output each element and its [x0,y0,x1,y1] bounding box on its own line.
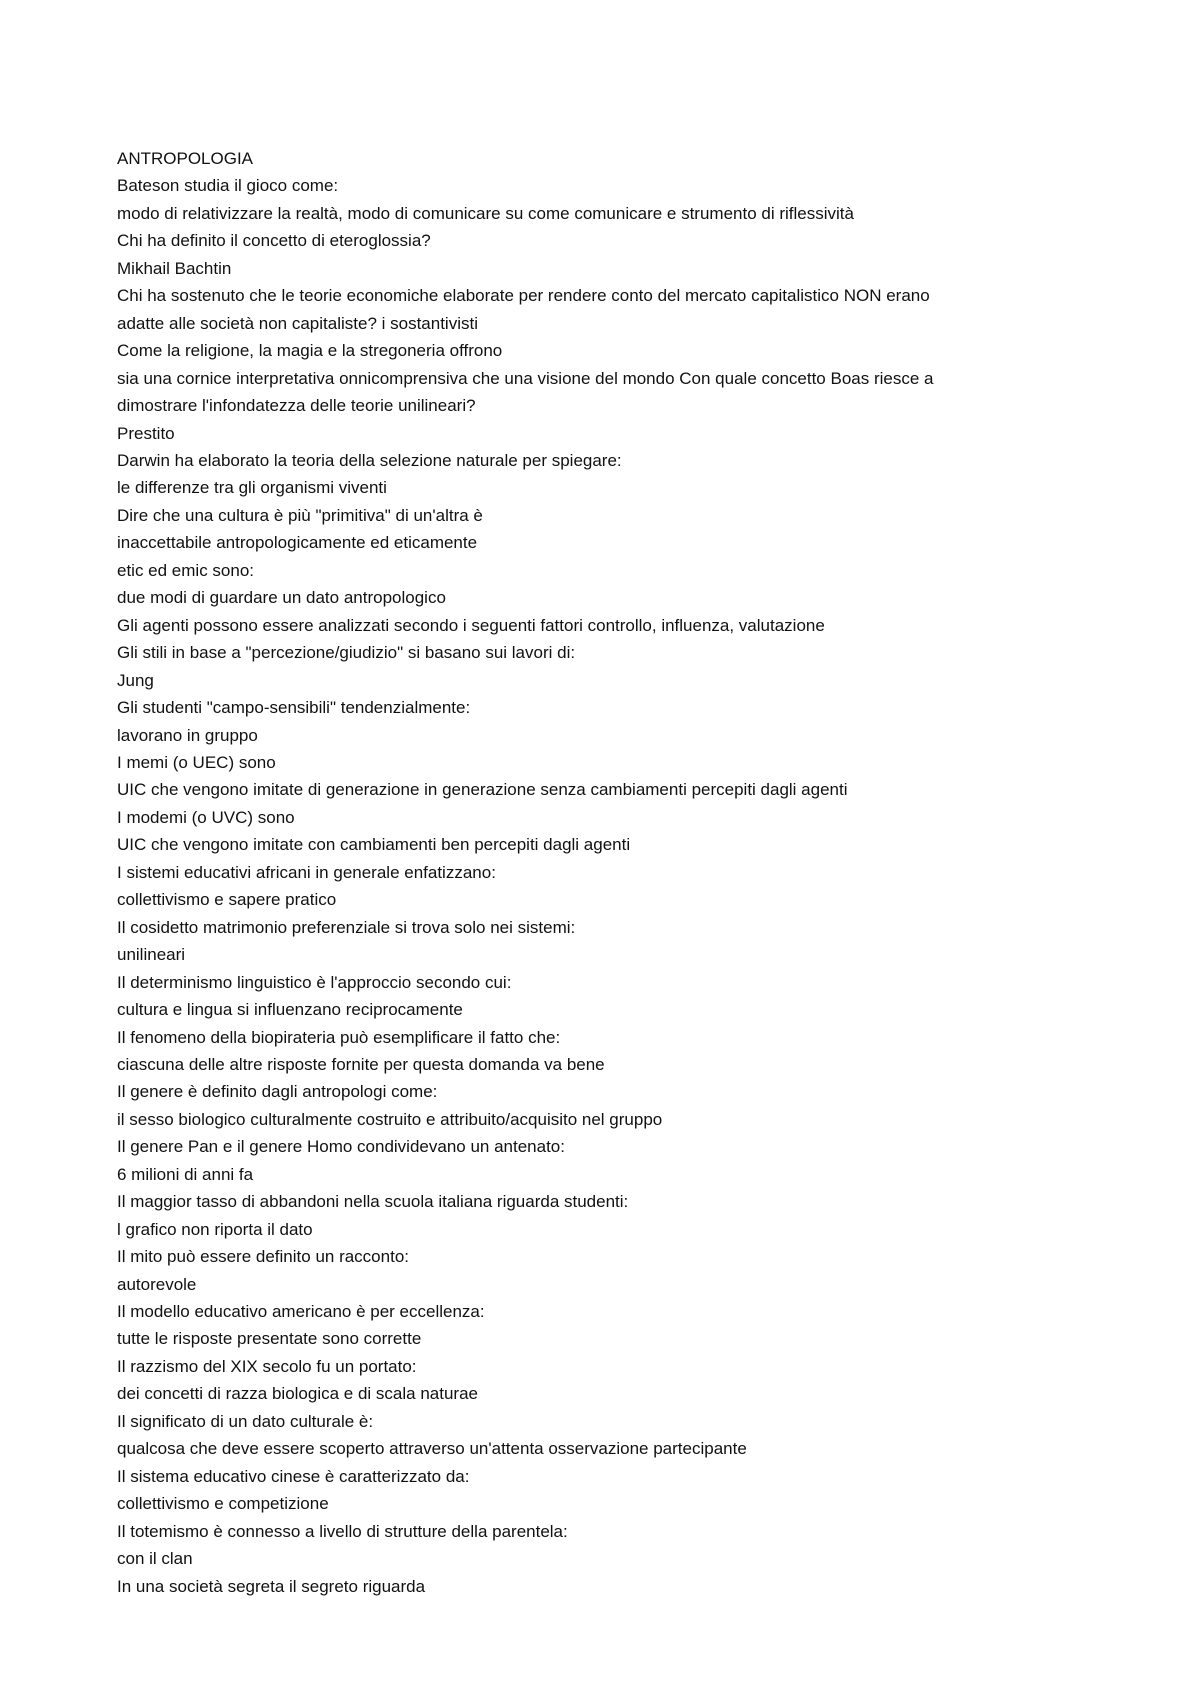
question-line: Il significato di un dato culturale è: [117,1411,374,1431]
answer-line: tutte le risposte presentate sono corrette [117,1329,422,1349]
question-line: I sistemi educativi africani in generale enfatizzano: [117,862,496,882]
answer-line: collettivismo e competizione [117,1494,329,1514]
answer-line: Prestito [117,423,175,443]
question-line: Dire che una cultura è più "primitiva" di un'altra è [117,505,483,525]
question-line: Il fenomeno della biopirateria può esemplificare il fatto che: [117,1027,561,1047]
document-title: ANTROPOLOGIA [117,149,254,168]
answer-line: due modi di guardare un dato antropologico [117,588,446,608]
answer-line: 6 milioni di anni fa [117,1164,254,1184]
question-line: Come la religione, la magia e la stregoneria offrono [117,341,503,361]
question-line: Gli stili in base a "percezione/giudizio" si basano sui lavori di: [117,643,576,663]
question-line: Chi ha sostenuto che le teorie economiche elaborate per rendere conto del mercato capitalistico NON erano [117,286,930,306]
question-line: Il determinismo linguistico è l'approccio secondo cui: [117,972,512,992]
question-line: Chi ha definito il concetto di eteroglossia? [117,231,431,251]
question-line: Il genere Pan e il genere Homo condividevano un antenato: [117,1137,565,1157]
answer-line: le differenze tra gli organismi viventi [117,478,387,498]
question-line: Il mito può essere definito un racconto: [117,1247,409,1267]
question-line: Il genere è definito dagli antropologi come: [117,1082,438,1102]
question-line: I modemi (o UVC) sono [117,807,295,827]
question-line: Darwin ha elaborato la teoria della selezione naturale per spiegare: [117,450,622,470]
question-line: Il sistema educativo cinese è caratterizzato da: [117,1466,470,1486]
answer-line: ciascuna delle altre risposte fornite per questa domanda va bene [117,1054,605,1074]
question-line: Il maggior tasso di abbandoni nella scuola italiana riguarda studenti: [117,1192,629,1212]
question-line: Il modello educativo americano è per eccellenza: [117,1302,485,1322]
question-line: Gli agenti possono essere analizzati secondo i seguenti fattori controllo, influenza, valutazione [117,615,825,635]
question-line: I memi (o UEC) sono [117,752,276,772]
answer-line: cultura e lingua si influenzano reciprocamente [117,1000,463,1020]
answer-line: unilineari [117,945,186,965]
answer-line: l grafico non riporta il dato [117,1219,313,1239]
answer-line: lavorano in gruppo [117,725,258,745]
question-line: Gli studenti "campo-sensibili" tendenzialmente: [117,698,471,718]
answer-line: collettivismo e sapere pratico [117,890,337,910]
answer-line: Jung [117,670,154,690]
answer-line: autorevole [117,1274,197,1294]
answer-line: modo di relativizzare la realtà, modo di comunicare su come comunicare e strumento di riflessività [117,203,854,223]
question-line: dimostrare l'infondatezza delle teorie unilineari? [117,396,476,416]
answer-line: con il clan [117,1549,193,1569]
answer-line: il sesso biologico culturalmente costruito e attribuito/acquisito nel gruppo [117,1109,663,1129]
question-line: Bateson studia il gioco come: [117,176,339,196]
document-page [117,145,1117,1600]
question-line: Il cosidetto matrimonio preferenziale si trova solo nei sistemi: [117,917,576,937]
answer-line: inaccettabile antropologicamente ed eticamente [117,533,478,553]
question-line: etic ed emic sono: [117,560,255,580]
answer-line: Mikhail Bachtin [117,258,232,278]
answer-line: qualcosa che deve essere scoperto attraverso un'attenta osservazione partecipante [117,1439,747,1459]
answer-line: sia una cornice interpretativa onnicomprensiva che una visione del mondo Con quale concetto Boas riesce a [117,368,934,388]
answer-line: UIC che vengono imitate con cambiamenti ben percepiti dagli agenti [117,835,631,855]
answer-line: UIC che vengono imitate di generazione in generazione senza cambiamenti percepiti dagli agenti [117,780,848,800]
question-line: adatte alle società non capitaliste? i sostantivisti [117,313,478,333]
answer-line: dei concetti di razza biologica e di scala naturae [117,1384,478,1404]
question-line: Il totemismo è connesso a livello di strutture della parentela: [117,1521,568,1541]
question-line: In una società segreta il segreto riguarda [117,1576,426,1596]
question-line: Il razzismo del XIX secolo fu un portato: [117,1356,417,1376]
